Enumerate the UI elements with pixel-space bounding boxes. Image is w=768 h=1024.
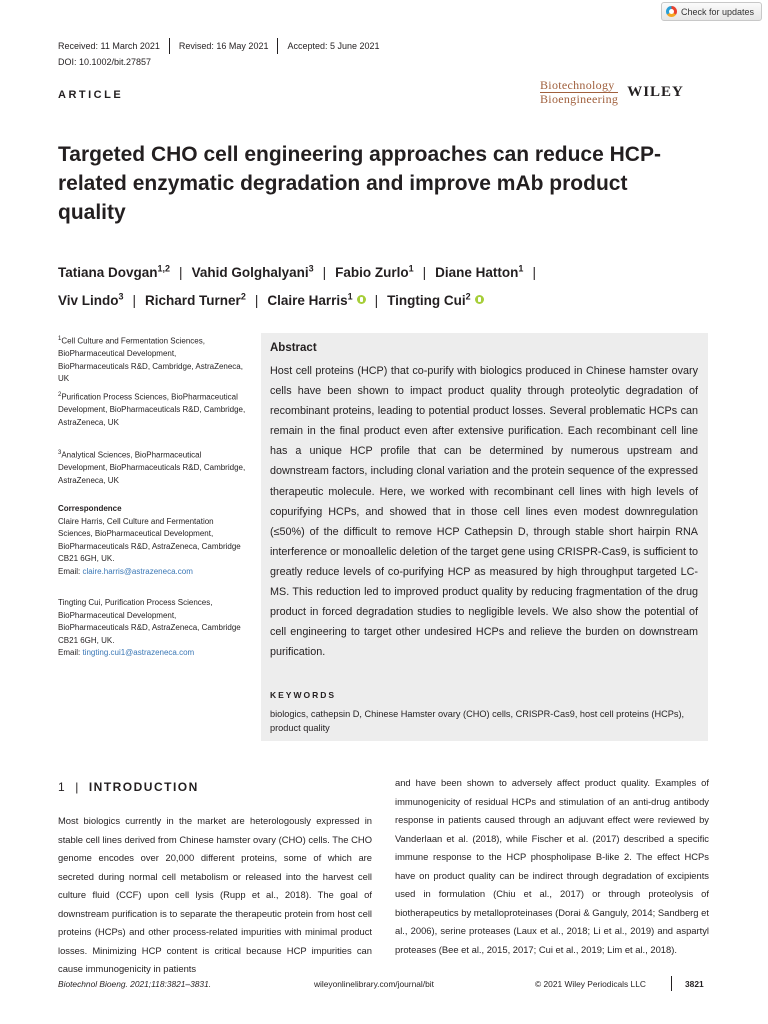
affiliation: $^3$Analytical Sciences, BioPharmaceutical Development, BioPharmaceuticals R&D, Cambridge, AstraZeneca, UK [58, 450, 246, 485]
author[interactable]: Fabio Zurlo$^1$ [335, 263, 414, 280]
correspondence-address: Claire Harris, Cell Culture and Fermentation Sciences, BioPharmaceutical Development, BioPharmaceuticals R&D, AstraZeneca, Cambridge CB21 6GH, UK. [58, 516, 241, 563]
publisher-logo: WILEY [627, 83, 684, 100]
author[interactable]: Diane Hatton$^1$ [435, 263, 524, 280]
section-title: INTRODUCTION [88, 780, 199, 794]
abstract-box [261, 333, 708, 741]
author-separator: | [374, 293, 379, 308]
check-for-updates-label: Check for updates [680, 6, 754, 17]
footer-citation: Biotechnol Bioeng. 2021;118:3821–3831. [58, 979, 212, 989]
section-heading [58, 780, 199, 794]
author-separator: | [179, 264, 183, 280]
author[interactable]: Richard Turner$^2$ [145, 291, 246, 308]
affiliation: $^2$Purification Process Sciences, BioPharmaceutical Development, BioPharmaceuticals R&D, Cambridge, AstraZeneca, UK [58, 392, 246, 427]
author[interactable]: Vahid Golghalyani$^3$ [191, 263, 314, 280]
affiliation: $^1$Cell Culture and Fermentation Sciences, BioPharmaceutical Development, BioPharmaceuticals R&D, Cambridge, AstraZeneca, UK [58, 336, 243, 384]
author[interactable]: Claire Harris$^1$ [267, 293, 365, 308]
correspondence-heading: Correspondence [58, 504, 122, 513]
footer-url[interactable]: wileyonlinelibrary.com/journal/bit [314, 979, 434, 989]
paper-title: Targeted CHO cell engineering approaches can reduce HCP-related enzymatic degradation and improve mAb product quality [58, 143, 661, 224]
abstract-text: Host cell proteins (HCP) that co-purify with biologics produced in Chinese hamster ovary cells have been shown to impact product quality through proteolytic degradation of recombinant proteins, leading to potential product losses. Several problematic HCPs can remain in the final product even after extensive purification. Each recombinant cell line has a unique HCP profile that can be determined by numerous upstream and downstream factors, including clonal variation and the protein sequence of the expressed therapeutic molecule. Here, we worked with recombinant cell lines with high levels of copurifying HCPs, and showed that in those cell lines even modest downregulation (≤50%) of the difficult to remove HCP Cathepsin D, through stable short hairpin RNA interference or monoallelic deletion of the target gene using CRISPR-Cas9, is sufficient to greatly reduce levels of co-purifying HCP as measured by high throughput targeted LC-MS. This reduction led to improved product quality by reducing fragmentation of the drug product in forced degradation studies to negligible levels. We also show the potential of cell engineering to target other undesired HCPs and relieve the burden on downstream purification. [270, 365, 698, 659]
orcid-icon[interactable] [357, 295, 366, 304]
section-separator: | [75, 780, 80, 794]
section-number: 1 [58, 780, 67, 794]
crossmark-icon [666, 6, 677, 17]
keywords-heading: KEYWORDS [270, 690, 337, 700]
author-separator: | [422, 264, 427, 280]
author-separator: | [132, 293, 137, 308]
author[interactable]: Viv Lindo$^3$ [58, 291, 124, 308]
body-text-left: Most biologics currently in the market are heterologously expressed in stable cell lines derived from Chinese hamster ovary (CHO) cells. The CHO genome encodes over 20,000 different proteins, some of which are secreted during normal cell metabolism or released into the harvest cell culture fluid (CCF) upon cell lysis (Rupp et al., 2018). The goal of downstream purification is to separate the therapeutic protein from host cell proteins (HCPs) and other process-related impurities with minimal product losses. Minimizing HCP content is critical because HCP impurities can cause immunogenicity in patients [58, 815, 372, 974]
orcid-icon[interactable] [475, 295, 484, 304]
correspondence [58, 597, 248, 660]
abstract-heading: Abstract [270, 342, 317, 354]
page-number: 3821 [685, 979, 704, 989]
journal-name [540, 79, 618, 106]
author[interactable]: Tatiana Dovgan$^{1,2}$ [58, 263, 171, 280]
check-for-updates-button[interactable] [661, 2, 762, 21]
accepted-date: Accepted: 5 June 2021 [287, 41, 380, 51]
footer-copyright: © 2021 Wiley Periodicals LLC [535, 979, 646, 989]
journal-name-line1: Biotechnology [540, 79, 618, 93]
email-label: Email: [58, 648, 81, 657]
email-link[interactable]: claire.harris@astrazeneca.com [82, 566, 193, 576]
author-separator: | [322, 264, 327, 280]
divider [277, 38, 278, 54]
article-dates [58, 38, 380, 54]
email-label: Email: [58, 566, 81, 576]
keywords-text: biologics, cathepsin D, Chinese Hamster ovary (CHO) cells, CRISPR-Cas9, host cell proteins (HCPs), product quality [270, 709, 685, 733]
journal-name-line2: Bioengineering [540, 91, 619, 106]
correspondence [58, 503, 248, 578]
journal-logo [540, 78, 710, 106]
revised-date: Revised: 16 May 2021 [178, 41, 269, 51]
correspondence-address: Tingting Cui, Purification Process Sciences, BioPharmaceutical Development, BioPharmaceuticals R&D, AstraZeneca, Cambridge CB21 6GH, UK. [58, 598, 241, 645]
author-separator: | [254, 293, 259, 308]
divider [169, 38, 170, 54]
received-date: Received: 11 March 2021 [58, 41, 160, 51]
author[interactable]: Tingting Cui$^2$ [387, 293, 484, 308]
article-type: ARTICLE [58, 89, 124, 101]
body-text-right: and have been shown to adversely affect product quality. Examples of immunogenicity of residual HCPs and stimulation of an anti-drug antibody response in patients caused through an adjuvant effect were reviewed by Vanderlaan et al. (2018), while Fischer et al. (2017) described a specific immune response to the HCP phospholipase B-like 2. The effect HCPs have on product quality can be indirect through degradation of excipients used in formulation (Chiu et al., 2017) or through proteolysis of biotherapeutics by metalloproteinases (Dorai & Ganguly, 2014; Sandberg et al., 2006), serine proteases (Laux et al., 2018; Li et al., 2019) and aspartyl proteases (Bee et al., 2015, 2017; Cui et al., 2019; Lim et al., 2018). [395, 777, 709, 955]
doi[interactable]: DOI: 10.1002/bit.27857 [58, 57, 152, 67]
author-list [58, 256, 698, 313]
footer-divider [671, 976, 672, 991]
email-link[interactable]: tingting.cui1@astrazeneca.com [82, 648, 195, 657]
author-separator: | [532, 264, 536, 280]
